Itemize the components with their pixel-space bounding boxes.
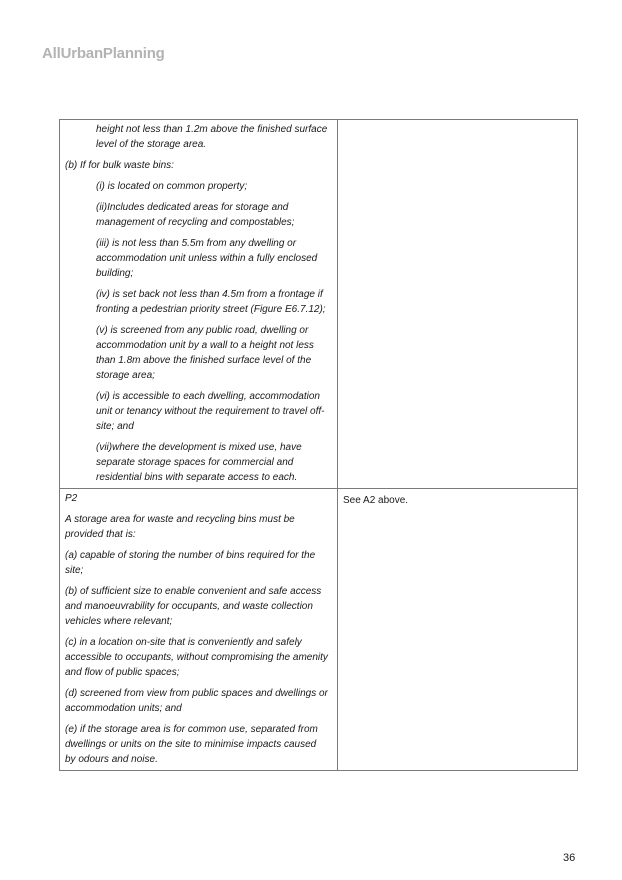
planning-criteria-table [59, 119, 578, 771]
criteria-intro: A storage area for waste and recycling bins must be provided that is: [65, 514, 295, 540]
criteria-item: (e) if the storage area is for common use, separated from dwellings or units on the site to minimise impacts caused by odours and noise. [65, 724, 318, 765]
table-row [60, 489, 578, 771]
criteria-item: (b) of sufficient size to enable convenient and safe access and manoeuvrability for occupants, and waste collection vehicles where relevant; [65, 586, 322, 627]
clause-item: (i) is located on common property; [96, 181, 248, 192]
criteria-item: (c) in a location on-site that is conveniently and safely accessible to occupants, without compromising the amenity and flow of public spaces; [65, 637, 328, 678]
page-number: 36 [563, 852, 576, 864]
acceptable-solution-cell [60, 120, 338, 489]
clause-item: (vi) is accessible to each dwelling, accommodation unit or tenancy without the requirement to travel off-site; and [96, 391, 325, 432]
criteria-item: (a) capable of storing the number of bins required for the site; [65, 550, 316, 576]
compliance-cell: See A2 above. [338, 489, 578, 771]
clause-item: (ii)Includes dedicated areas for storage and management of recycling and compostables; [96, 202, 295, 228]
clause-item: (vii)where the development is mixed use, have separate storage spaces for commercial and residential bins with separate access to each. [96, 442, 302, 483]
clause-item: (iv) is set back not less than 4.5m from a frontage if fronting a pedestrian priority street (Figure E6.7.12); [96, 289, 326, 315]
performance-criteria-cell [60, 489, 338, 771]
clause-item: (iii) is not less than 5.5m from any dwelling or accommodation unit unless within a fully enclosed building; [96, 238, 318, 279]
clause-item: (v) is screened from any public road, dwelling or accommodation unit by a wall to a height not less than 1.8m above the finished surface level of the storage area; [96, 325, 314, 381]
clause-text: height not less than 1.2m above the finished surface level of the storage area. [96, 124, 328, 150]
table-row [60, 120, 578, 489]
criteria-id: P2 [65, 493, 78, 504]
criteria-item: (d) screened from view from public spaces and dwellings or accommodation units; and [65, 688, 328, 714]
brand-logo: AllUrbanPlanning [42, 45, 165, 62]
compliance-cell [338, 120, 578, 489]
clause-heading: (b) If for bulk waste bins: [65, 160, 174, 171]
